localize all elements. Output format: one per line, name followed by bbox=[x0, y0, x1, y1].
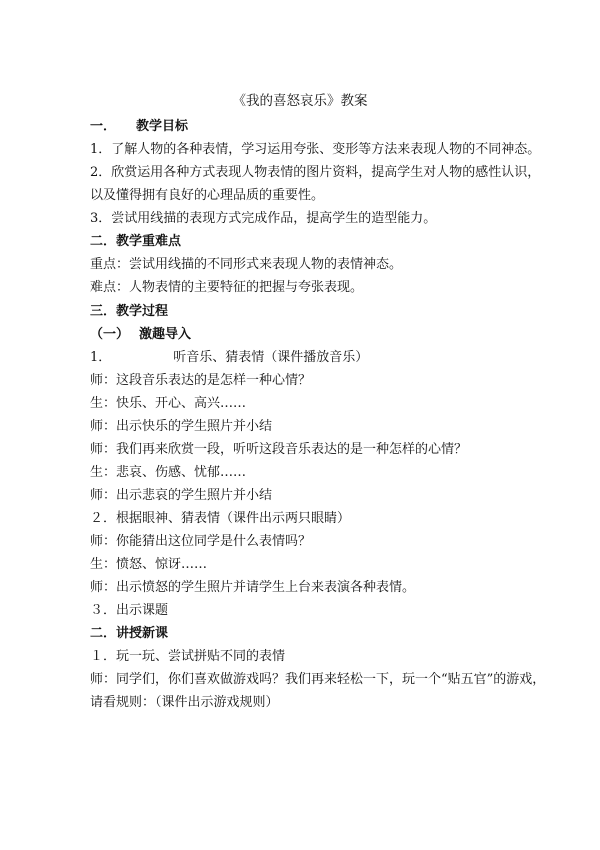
dialogue-line: 生：快乐、开心、高兴…… bbox=[90, 396, 247, 411]
dialogue-line: 师：出示快乐的学生照片并小结 bbox=[90, 419, 273, 434]
part-heading-text: 激趣导入 bbox=[139, 327, 192, 342]
document-title: 《我的喜怒哀乐》教案 bbox=[232, 93, 368, 109]
dialogue-line: 师：出示愤怒的学生照片并请学生上台来表演各种表情。 bbox=[90, 580, 416, 595]
objective-2-cont: 以及懂得拥有良好的心理品质的重要性。 bbox=[90, 188, 325, 203]
part-heading-intro bbox=[90, 326, 191, 344]
objective-3: 3．尝试用线描的表现方式完成作品，提高学生的造型能力。 bbox=[90, 211, 437, 226]
dialogue-line-cont: 请看规则：（课件出示游戏规则） bbox=[90, 695, 279, 710]
dialogue-line: 生：悲哀、伤感、忧郁…… bbox=[90, 465, 247, 480]
step-text: 听音乐、猜表情（课件播放音乐） bbox=[173, 350, 369, 365]
step-number: 1． bbox=[90, 350, 112, 365]
dialogue-line: 师：这段音乐表达的是怎样一种心情？ bbox=[90, 373, 312, 388]
dialogue-line: 师：你能猜出这位同学是什么表情吗？ bbox=[90, 534, 312, 549]
part-number: （一） bbox=[90, 327, 130, 342]
difficult-point: 难点：人物表情的主要特征的把握与夸张表现。 bbox=[90, 280, 364, 295]
objective-2: 2．欣赏运用各种方式表现人物表情的图片资料，提高学生对人物的感性认识， bbox=[90, 165, 541, 180]
step-3: ３．出示课题 bbox=[90, 603, 169, 618]
objective-1: 1．了解人物的各种表情，学习运用夸张、变形等方法来表现人物的不同神态。 bbox=[90, 142, 541, 157]
section-number: 一． bbox=[90, 119, 117, 134]
step-2: ２．根据眼神、猜表情（课件出示两只眼睛） bbox=[90, 511, 351, 526]
section-heading-objectives bbox=[90, 118, 188, 136]
step-4: １．玩一玩、尝试拼贴不同的表情 bbox=[90, 649, 286, 664]
dialogue-line: 生：愤怒、惊讶…… bbox=[90, 557, 208, 572]
section-heading-key-points: 二．教学重难点 bbox=[90, 234, 182, 249]
dialogue-line: 师：同学们，你们喜欢做游戏吗？我们再来轻松一下，玩一个“贴五官”的游戏， bbox=[90, 672, 546, 687]
dialogue-line: 师：我们再来欣赏一段，听听这段音乐表达的是一种怎样的心情？ bbox=[90, 442, 468, 457]
dialogue-line: 师：出示悲哀的学生照片并小结 bbox=[90, 488, 273, 503]
step-1 bbox=[90, 349, 368, 367]
key-point: 重点：尝试用线描的不同形式来表现人物的表情神态。 bbox=[90, 257, 403, 272]
section-heading-new-lesson: 二．讲授新课 bbox=[90, 626, 169, 641]
section-heading-text: 教学目标 bbox=[136, 119, 189, 134]
section-heading-process: 三．教学过程 bbox=[90, 304, 169, 319]
